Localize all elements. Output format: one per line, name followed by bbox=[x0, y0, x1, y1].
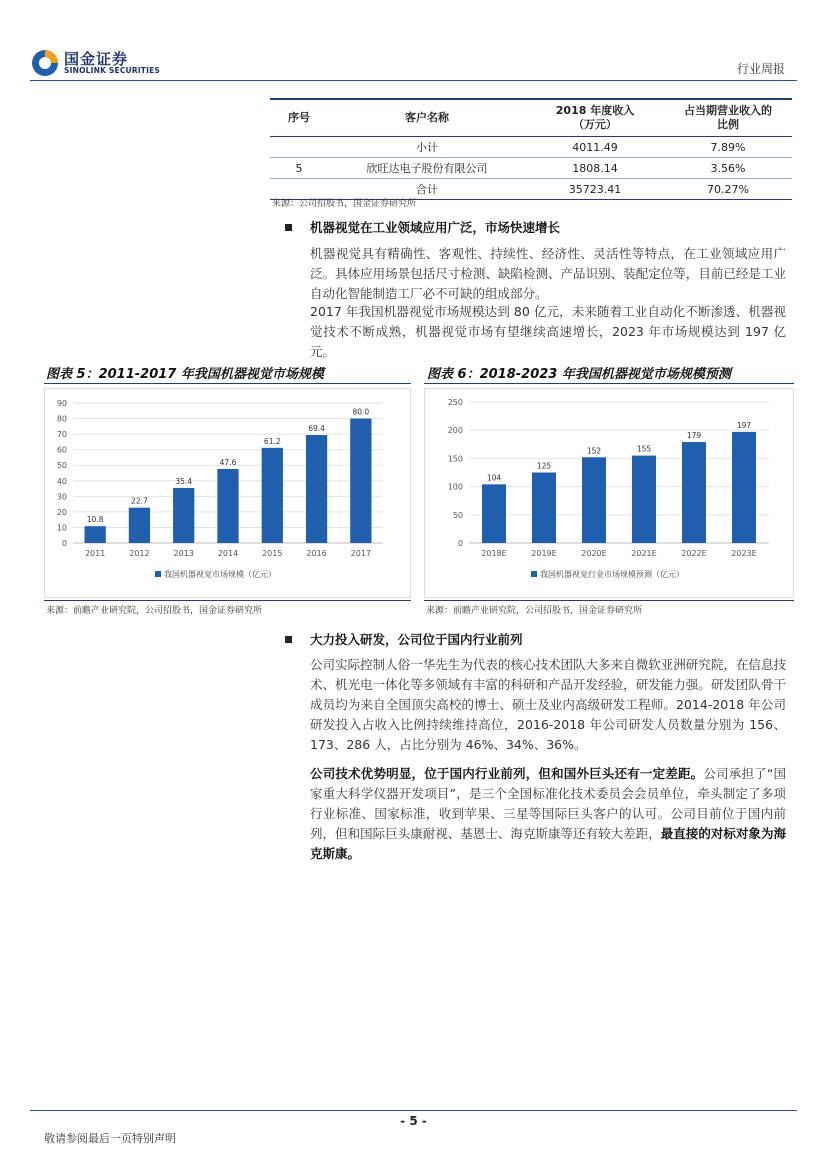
bar bbox=[350, 419, 371, 543]
data-label: 179 bbox=[686, 431, 702, 441]
cell-index: 5 bbox=[295, 161, 303, 175]
x-tick-label: 2019E bbox=[531, 549, 557, 558]
cell-revenue: 1808.14 bbox=[572, 161, 618, 175]
figure-bottom-rule bbox=[424, 600, 794, 601]
bullet-square-icon bbox=[285, 224, 292, 231]
figure-source-note: 来源：前瞻产业研究院，公司招股书，国金证券研究所 bbox=[46, 606, 263, 616]
bar bbox=[482, 484, 506, 543]
x-tick-label: 2021E bbox=[631, 549, 657, 558]
table-source-note: 来源：公司招股书，国金证券研究所 bbox=[272, 199, 417, 209]
data-label: 104 bbox=[486, 473, 502, 483]
customer-revenue-table bbox=[270, 98, 792, 200]
data-label: 152 bbox=[586, 446, 602, 456]
brand-name-cn: 国金证券 bbox=[64, 50, 129, 68]
y-tick-label: 30 bbox=[56, 492, 67, 502]
y-tick-label: 80 bbox=[56, 414, 67, 424]
bar bbox=[217, 469, 238, 543]
table-row bbox=[270, 158, 792, 179]
y-tick-label: 0 bbox=[457, 539, 463, 548]
legend-swatch bbox=[531, 571, 537, 577]
bar bbox=[682, 442, 706, 543]
y-tick-label: 0 bbox=[61, 539, 67, 548]
legend-label: 我国机器视觉行业市场规模预测（亿元） bbox=[540, 570, 684, 579]
bar-chart bbox=[425, 389, 793, 597]
bar bbox=[262, 448, 283, 543]
table-row bbox=[270, 137, 792, 158]
data-label: 35.4 bbox=[175, 476, 193, 486]
brand-name-en: SINOLINK SECURITIES bbox=[64, 66, 161, 75]
footer-divider bbox=[30, 1110, 797, 1111]
bar bbox=[173, 488, 194, 543]
emphasis-text: 最直接的对标对象为海克斯康。 bbox=[310, 826, 786, 861]
column-header-customer: 客户名称 bbox=[405, 111, 449, 124]
y-tick-label: 200 bbox=[447, 426, 463, 436]
y-tick-label: 250 bbox=[447, 398, 463, 407]
figure-title: 图表 5：2011-2017 年我国机器视觉市场规模 bbox=[46, 367, 324, 382]
cell-customer: 欣旺达电子股份有限公司 bbox=[366, 162, 488, 175]
bar bbox=[306, 435, 327, 543]
y-tick-label: 70 bbox=[56, 430, 67, 440]
bar bbox=[732, 432, 756, 543]
x-tick-label: 2018E bbox=[481, 549, 507, 558]
data-label: 155 bbox=[636, 444, 652, 454]
section-heading: 机器视觉在工业领域应用广泛，市场快速增长 bbox=[310, 220, 561, 235]
cell-customer: 小计 bbox=[416, 141, 438, 154]
legend-swatch bbox=[155, 571, 161, 577]
bar bbox=[532, 473, 556, 544]
y-tick-label: 10 bbox=[56, 523, 67, 533]
data-label: 47.6 bbox=[219, 457, 237, 467]
emphasis-text: 公司技术优势明显，位于国内行业前列，但和国外巨头还有一定差距。 bbox=[310, 766, 704, 781]
x-tick-label: 2016 bbox=[306, 549, 327, 558]
column-header-index: 序号 bbox=[288, 111, 310, 124]
company-logo-icon bbox=[30, 48, 60, 78]
figure-title-rule bbox=[424, 383, 794, 384]
cell-share: 3.56% bbox=[710, 161, 746, 175]
cell-index bbox=[270, 137, 328, 158]
bar bbox=[632, 456, 656, 543]
report-type: 行业周报 bbox=[736, 62, 785, 76]
x-tick-label: 2011 bbox=[84, 549, 106, 558]
data-label: 61.2 bbox=[263, 436, 281, 446]
cell-share: 70.27% bbox=[707, 182, 749, 196]
data-label: 197 bbox=[736, 420, 752, 430]
paragraph-text: 公司承担了“国家重大科学仪器开发项目”，是三个全国标准化技术委员会会员单位，牵头制定了多项行业标准、国家标准，收到苹果、三星等国际巨头客户的认可。公司目前位于国内前列，但和国际巨头康耐视、基恩士、海克斯康等还有较大差距， bbox=[310, 766, 786, 841]
x-tick-label: 2017 bbox=[350, 549, 372, 558]
body-paragraph: 公司实际控制人俗一华先生为代表的核心技术团队大多来自微软亚洲研究院，在信息技术、机光电一体化等多领域有丰富的科研和产品开发经验，研发能力强。研发团队骨干成员均为来自全国顶尖高校的博士、硕士及业内高级研发工程师。2014-2018 年公司研发投入占收入比例持续维持高位，2016-2018 年公司研发人员数量分别为 156、173、286 人，占比分别为 46%、34%、36%。 bbox=[310, 657, 786, 752]
body-paragraph: 机器视觉具有精确性、客观性、持续性、经济性、灵活性等特点，在工业领域应用广泛。具体应用场景包括尺寸检测、缺陷检测、产品识别、装配定位等，目前已经是工业自动化智能制造工厂必不可缺的组成部分。 bbox=[310, 246, 786, 301]
chart-frame bbox=[44, 388, 411, 598]
x-tick-label: 2014 bbox=[217, 549, 239, 558]
bar bbox=[129, 508, 150, 543]
column-header-revenue: 2018 年度收入 （万元） bbox=[555, 104, 635, 131]
x-tick-label: 2020E bbox=[581, 549, 607, 558]
cell-revenue: 4011.49 bbox=[572, 140, 618, 154]
data-label: 22.7 bbox=[131, 496, 148, 506]
figure-source-note: 来源：前瞻产业研究院，公司招股书，国金证券研究所 bbox=[426, 606, 643, 616]
table-header-row bbox=[270, 99, 792, 137]
data-label: 10.8 bbox=[86, 515, 104, 525]
bullet-square-icon bbox=[285, 636, 292, 643]
y-tick-label: 100 bbox=[447, 482, 463, 492]
figure-title: 图表 6：2018-2023 年我国机器视觉市场规模预测 bbox=[427, 367, 731, 382]
data-label: 69.4 bbox=[308, 424, 325, 434]
data-label: 125 bbox=[536, 461, 552, 471]
header-divider bbox=[30, 80, 797, 81]
x-tick-label: 2015 bbox=[262, 549, 283, 558]
y-tick-label: 20 bbox=[56, 507, 67, 517]
chart-frame bbox=[424, 388, 794, 598]
legend-label: 我国机器视觉市场规模（亿元） bbox=[164, 570, 276, 579]
figure-title-rule bbox=[44, 383, 411, 384]
cell-revenue: 35723.41 bbox=[568, 182, 622, 196]
bar bbox=[582, 457, 606, 543]
disclaimer-note: 敬请参阅最后一页特别声明 bbox=[44, 1132, 176, 1145]
y-tick-label: 50 bbox=[452, 510, 463, 520]
y-tick-label: 90 bbox=[56, 399, 67, 408]
y-tick-label: 150 bbox=[447, 454, 463, 464]
figure-bottom-rule bbox=[44, 600, 411, 601]
x-tick-label: 2023E bbox=[731, 549, 757, 558]
cell-share: 7.89% bbox=[710, 140, 746, 154]
y-tick-label: 50 bbox=[56, 461, 67, 471]
section-heading: 大力投入研发，公司位于国内行业前列 bbox=[310, 632, 523, 647]
page-number: - 5 - bbox=[400, 1114, 427, 1128]
bar bbox=[85, 526, 106, 543]
body-paragraph: 2017 年我国机器视觉市场规模达到 80 亿元，未来随着工业自动化不断渗透、机器视觉技术不断成熟，机器视觉市场有望继续高速增长，2023 年市场规模达到 197 亿元。 bbox=[310, 304, 786, 359]
bar-chart bbox=[45, 389, 410, 597]
column-header-share: 占当期营业收入的 比例 bbox=[684, 104, 772, 131]
data-label: 80.0 bbox=[352, 407, 370, 417]
x-tick-label: 2022E bbox=[681, 549, 707, 558]
x-tick-label: 2013 bbox=[173, 549, 194, 558]
y-tick-label: 60 bbox=[56, 445, 67, 455]
body-paragraph bbox=[310, 764, 786, 864]
cell-customer: 合计 bbox=[416, 183, 438, 196]
y-tick-label: 40 bbox=[56, 476, 67, 486]
x-tick-label: 2012 bbox=[129, 549, 150, 558]
